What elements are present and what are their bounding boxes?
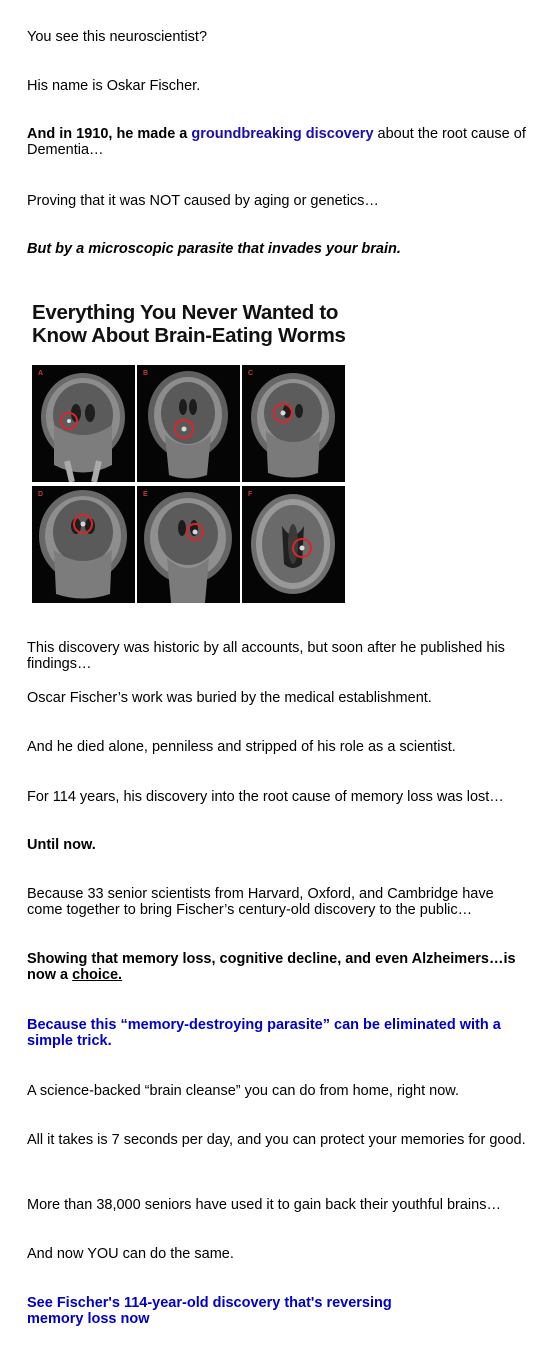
mri-scan-a: [32, 365, 135, 482]
paragraph-scientists: Because 33 senior scientists from Harvard, Oxford, and Cambridge have come together to bring Fischer’s century-old discovery to the public…: [27, 886, 494, 918]
panel-label-f: F: [248, 491, 253, 498]
panel-label-b: B: [143, 370, 149, 377]
groundbreaking-discovery-link[interactable]: groundbreaking discovery: [191, 126, 374, 142]
discovery-text-start: And in 1910, he made a: [27, 126, 192, 142]
cta-line-2[interactable]: memory loss now: [27, 1311, 150, 1327]
panel-label-a: A: [38, 370, 44, 377]
paragraph-historic: This discovery was historic by all accounts, but soon after he published his findings…: [27, 640, 505, 672]
mri-scan-grid: [32, 365, 345, 603]
paragraph-name: His name is Oskar Fischer.: [27, 78, 201, 94]
paragraph-discovery: [27, 126, 527, 158]
paragraph-114-years: For 114 years, his discovery into the root cause of memory loss was lost…: [27, 789, 504, 805]
choice-underlined: choice.: [72, 967, 123, 983]
image-title-line-1: Everything You Never Wanted to: [32, 301, 339, 324]
panel-label-e: E: [143, 491, 148, 498]
paragraph-seven-seconds: All it takes is 7 seconds per day, and you can protect your memories for good.: [27, 1132, 526, 1148]
mri-scan-f: [242, 486, 345, 603]
paragraph-died-alone: And he died alone, penniless and stripped of his role as a scientist.: [27, 739, 456, 755]
brain-worms-image: [27, 299, 377, 609]
image-title-line-2: Know About Brain-Eating Worms: [32, 324, 346, 347]
panel-label-c: C: [248, 370, 254, 377]
paragraph-parasite: But by a microscopic parasite that invades your brain.: [27, 241, 401, 257]
panel-label-d: D: [38, 491, 44, 498]
paragraph-38000-seniors: More than 38,000 seniors have used it to gain back their youthful brains…: [27, 1197, 501, 1213]
mri-scan-b: [137, 365, 240, 482]
paragraph-until-now: Until now.: [27, 837, 96, 853]
mri-scan-e: [137, 486, 240, 603]
paragraph-buried: Oscar Fischer’s work was buried by the medical establishment.: [27, 690, 432, 706]
paragraph-choice: [27, 951, 527, 983]
discovery-text-end: about the root cause of Dementia…: [27, 126, 526, 158]
paragraph-brain-cleanse: A science-backed “brain cleanse” you can do from home, right now.: [27, 1083, 460, 1099]
paragraph-simple-trick: Because this “memory-destroying parasite” can be eliminated with a simple trick.: [27, 1017, 501, 1049]
paragraph-proving: Proving that it was NOT caused by aging or genetics…: [27, 193, 379, 209]
paragraph-intro: You see this neuroscientist?: [27, 29, 208, 45]
mri-scan-d: [32, 486, 135, 603]
mri-scan-c: [242, 365, 345, 482]
cta-link[interactable]: [27, 1295, 527, 1327]
cta-line-1[interactable]: See Fischer's 114-year-old discovery that's reversing: [27, 1295, 392, 1311]
choice-text-start: Showing that memory loss, cognitive decline, and even Alzheimers…is now a: [27, 951, 516, 983]
paragraph-you-can: And now YOU can do the same.: [27, 1246, 234, 1262]
image-title: [32, 301, 377, 347]
